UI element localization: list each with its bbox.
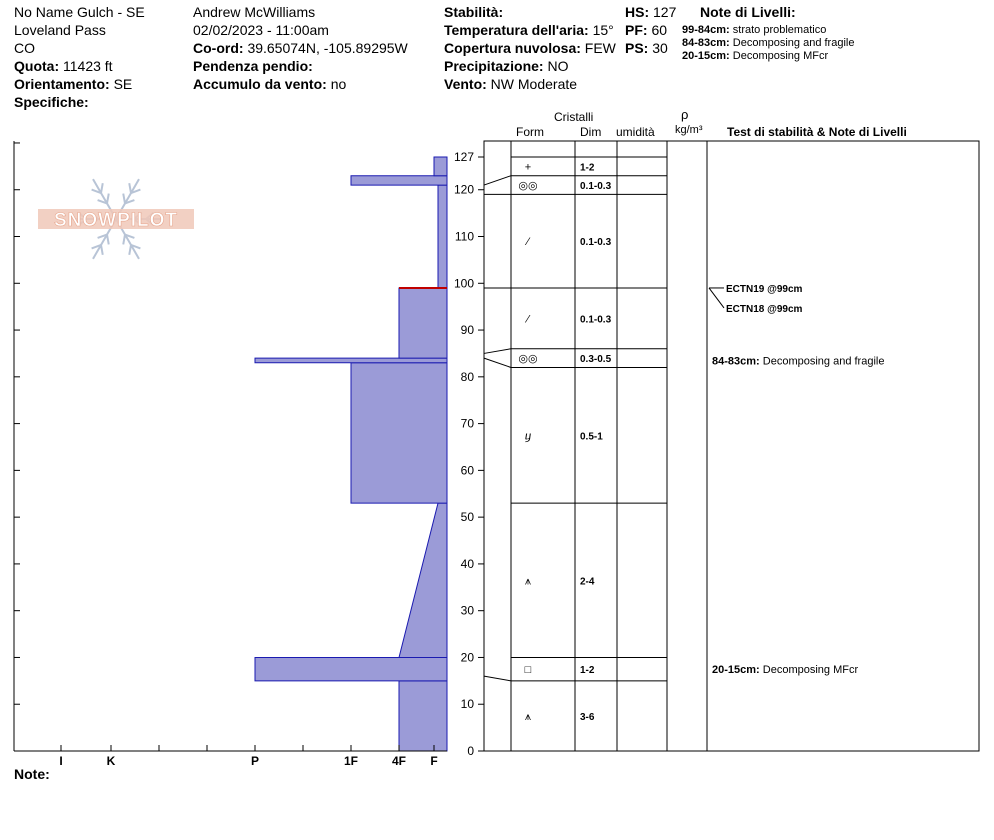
- layer-connector: [484, 176, 511, 185]
- test-pointer: [709, 288, 724, 308]
- hardness-tick-label: 1F: [343, 754, 359, 768]
- layer-note-range: 20-15cm:: [682, 50, 730, 62]
- depth-tick-label: 20: [460, 650, 474, 665]
- layer-note-text: strato problematico: [732, 24, 827, 36]
- depth-tick-label: 70: [460, 416, 474, 431]
- note: [14, 765, 50, 783]
- crystal-size-label: 0.1-0.3: [580, 314, 612, 326]
- specifics-label: Specifiche:: [14, 94, 89, 110]
- hardness-bar-5: [399, 288, 447, 358]
- snowflake-branch: [123, 194, 125, 204]
- precip-label: Precipitazione:: [444, 58, 544, 74]
- state: CO: [14, 40, 35, 56]
- stability-label: Stabilità:: [444, 4, 504, 20]
- slope-label: Pendenza pendio:: [193, 58, 313, 74]
- hardness-tick-label: 4F: [391, 754, 407, 768]
- layer-comment: [712, 664, 858, 676]
- crystal-form-symbol: ⩚: [524, 710, 532, 723]
- wind-loading-value: no: [330, 76, 347, 92]
- layer-note-range: 84-83cm:: [682, 37, 730, 49]
- hardness-bar-7: [351, 176, 447, 185]
- hs-value: 127: [653, 4, 677, 20]
- coord-value: 39.65074N, -105.89295W: [247, 40, 408, 56]
- stability-test-label: ECTN18 @99cm: [726, 303, 803, 315]
- layer-comment-range: 20-15cm:: [712, 664, 763, 677]
- layer-comment-range: 84-83cm:: [712, 355, 763, 368]
- depth-tick-label: 110: [454, 229, 474, 244]
- aspect-value: SE: [113, 76, 133, 92]
- air-temp-value: 15°: [592, 22, 614, 38]
- crystal-size-label: 2-4: [580, 576, 595, 588]
- density-unit: kg/m³: [675, 124, 703, 136]
- elevation-value: 11423 ft: [63, 58, 113, 74]
- aspect-label: Orientamento:: [14, 76, 110, 92]
- hs-label: HS:: [625, 4, 650, 20]
- snowpilot-logo: [38, 179, 194, 259]
- snowflake-branch: [129, 245, 131, 255]
- hardness-tick-label: F: [430, 754, 438, 768]
- observer: Andrew McWilliams: [193, 4, 316, 20]
- hardness-bar-2: [399, 503, 447, 657]
- hardness-bar-1: [255, 657, 447, 680]
- crystal-form-symbol: ◎◎: [518, 353, 538, 366]
- crystal-form-symbol: ⴘ: [524, 430, 532, 443]
- hardness-tick-label: K: [106, 754, 116, 768]
- hardness-bar-0: [399, 681, 447, 751]
- hardness-tick-label: I: [59, 754, 63, 768]
- crystal-form-symbol: ⁄: [527, 313, 529, 326]
- depth-tick-label: 30: [460, 603, 474, 618]
- depth-tick-label: 80: [460, 369, 474, 384]
- location: No Name Gulch - SE: [14, 4, 145, 20]
- tests-header: Test di stabilità & Note di Livelli: [727, 125, 907, 139]
- snowflake-branch: [107, 235, 109, 245]
- hardness-bar-4: [255, 358, 447, 363]
- crystal-size-label: 0.1-0.3: [580, 237, 612, 249]
- size-header: Dim: [580, 125, 602, 139]
- moisture-header: umidità: [616, 125, 655, 139]
- coord-label: Co-ord:: [193, 40, 244, 56]
- snowflake-branch: [123, 235, 125, 245]
- layer-comment-text: Decomposing MFcr: [762, 664, 859, 677]
- snowflake-branch: [129, 183, 131, 193]
- wind-label: Vento:: [444, 76, 487, 92]
- ps-label: PS:: [625, 40, 649, 56]
- sky-value: FEW: [584, 40, 616, 56]
- depth-tick-label: 100: [453, 276, 474, 291]
- hardness-bar-3: [351, 363, 447, 503]
- layer-table-frame: [484, 141, 979, 751]
- range: Loveland Pass: [14, 22, 106, 38]
- wind-value: NW Moderate: [490, 76, 578, 92]
- depth-tick-label: 40: [460, 556, 474, 571]
- crystal-size-label: 0.3-0.5: [580, 354, 612, 366]
- density-symbol: ρ: [681, 107, 689, 122]
- sky-label: Copertura nuvolosa:: [444, 40, 581, 56]
- layer-notes-title: Note di Livelli:: [700, 4, 796, 20]
- crystal-size-label: 0.1-0.3: [580, 181, 612, 193]
- crystals-header: Cristalli: [554, 110, 594, 124]
- crystal-form-symbol: +: [524, 161, 532, 174]
- pf-label: PF:: [625, 22, 648, 38]
- layer-connector: [484, 676, 511, 681]
- note-label: Note:: [14, 766, 50, 782]
- depth-tick-label: 127: [453, 150, 474, 164]
- snowflake-branch: [107, 194, 109, 204]
- crystal-size-label: 0.5-1: [580, 431, 603, 443]
- crystal-form-symbol: ⁄: [527, 236, 529, 249]
- snowflake-branch: [101, 183, 103, 193]
- stability-test-label: ECTN19 @99cm: [726, 283, 803, 295]
- hardness-bar-6: [438, 185, 447, 288]
- ps-value: 30: [652, 40, 668, 56]
- crystal-size-label: 3-6: [580, 711, 595, 723]
- layer-note-range: 99-84cm:: [682, 24, 730, 36]
- depth-tick-label: 90: [460, 323, 474, 338]
- logo-text: SNOWPILOT: [53, 210, 179, 231]
- layer-note-text: Decomposing MFcr: [732, 50, 829, 62]
- elevation-label: Quota:: [14, 58, 60, 74]
- depth-tick-label: 120: [453, 182, 474, 197]
- pf-value: 60: [651, 22, 668, 38]
- crystal-form-symbol: ⩚: [524, 575, 532, 588]
- hardness-bar-8: [434, 157, 447, 176]
- depth-tick-label: 60: [460, 463, 474, 478]
- crystal-size-label: 1-2: [580, 665, 595, 677]
- precip-value: NO: [547, 58, 569, 74]
- depth-tick-label: 50: [460, 510, 474, 525]
- crystal-size-label: 1-2: [580, 162, 595, 174]
- hardness-tick-label: P: [250, 754, 260, 768]
- wind-loading-label: Accumulo da vento:: [193, 76, 327, 92]
- crystal-form-symbol: ◎◎: [518, 180, 538, 193]
- layer-comment: [712, 355, 884, 367]
- crystal-form-symbol: □: [524, 664, 532, 677]
- snowflake-branch: [101, 245, 103, 255]
- depth-tick-label: 0: [467, 744, 474, 758]
- datetime: 02/02/2023 - 11:00am: [193, 22, 329, 38]
- layer-connector: [484, 349, 511, 354]
- layer-note-text: Decomposing and fragile: [732, 37, 855, 49]
- depth-tick-label: 10: [460, 697, 474, 712]
- air-temp-label: Temperatura dell'aria:: [444, 22, 589, 38]
- layer-comment-text: Decomposing and fragile: [762, 355, 885, 368]
- form-header: Form: [516, 125, 544, 139]
- layer-connector: [484, 358, 511, 367]
